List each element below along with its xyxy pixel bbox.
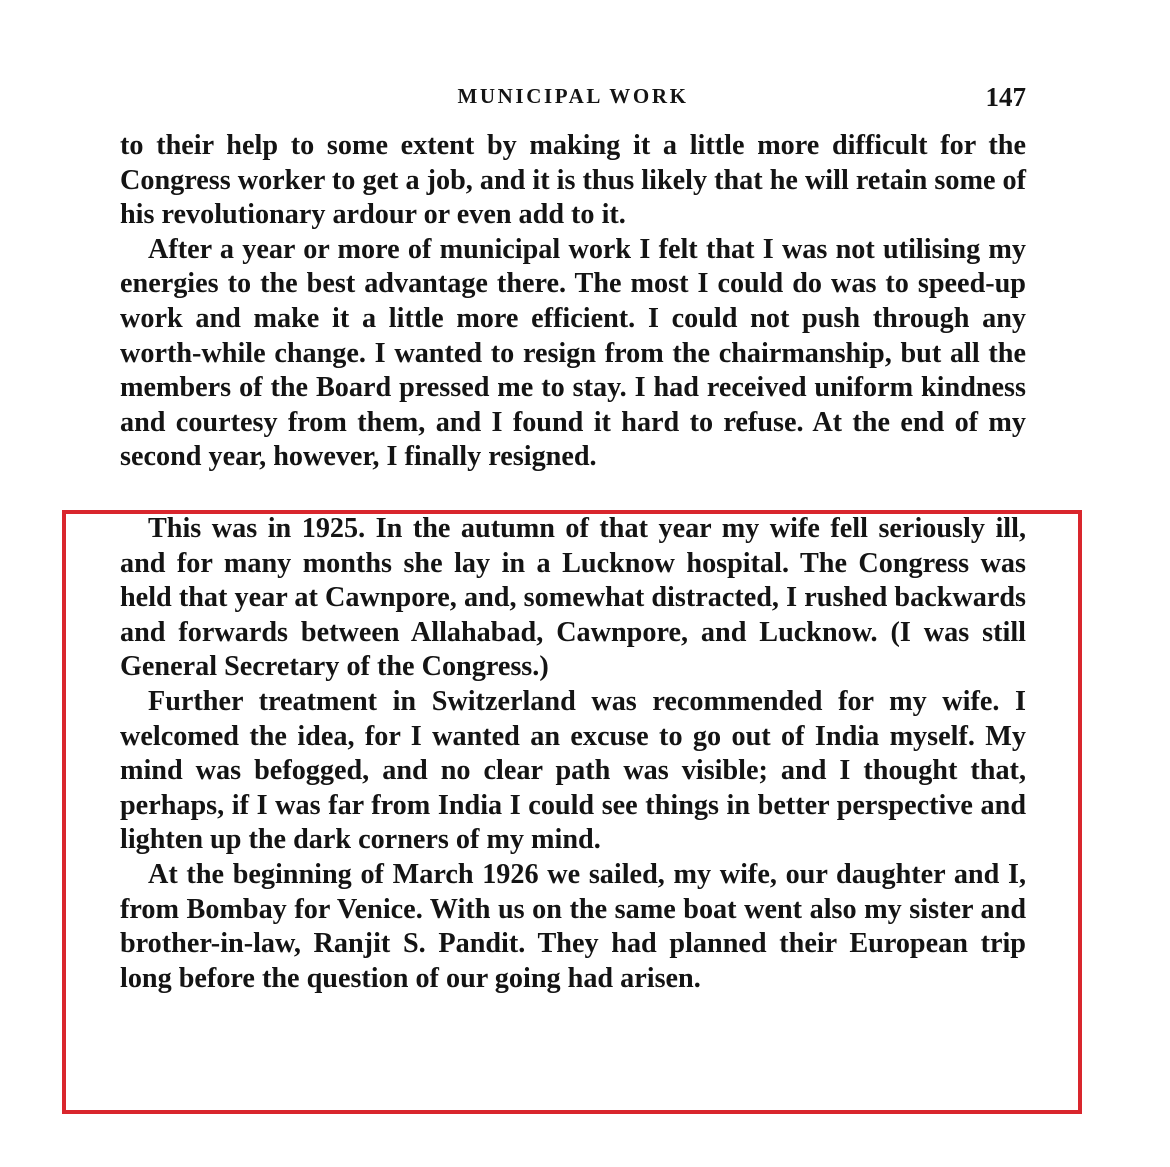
paragraph-continuation: to their help to some extent by making it a little more difficult for the Congress worker to get a job, and it is thus likely that he will retain some of his revolutionary ardour or even add to it.	[120, 130, 1026, 231]
running-title: MUNICIPAL WORK	[457, 84, 689, 108]
paragraph-municipal-work: After a year or more of municipal work I felt that I was not utilising my energies to the best advantage there. The most I could do was to speed-up work and make it a little more efficient. I could not push through any worth-while change. I wanted to resign from the chairmanship, but all the members of the Board pressed me to stay. I had received uniform kindness and courtesy from them, and I found it hard to refuse. At the end of my second year, however, I finally resigned.	[120, 233, 1026, 473]
text-block-top	[120, 129, 1026, 475]
paragraph-1925: This was in 1925. In the autumn of that year my wife fell seriously ill, and for many months she lay in a Lucknow hospital. The Congress was held that year at Cawnpore, and, somewhat distracted, I rushed backwards and forwards between Allahabad, Cawnpore, and Lucknow. (I was still General Secretary of the Congress.)	[120, 513, 1026, 683]
paragraph-switzerland: Further treatment in Switzerland was recommended for my wife. I welcomed the idea, for I wanted an excuse to go out of India myself. My mind was befogged, and no clear path was visible; and I thought that, perhaps, if I was far from India I could see things in better perspective and lighten up the dark corners of my mind.	[120, 685, 1026, 856]
highlight-box	[62, 510, 1082, 1114]
paragraph-march-1926: At the beginning of March 1926 we sailed, my wife, our daughter and I, from Bombay for Venice. With us on the same boat went also my sister and brother-in-law, Ranjit S. Pandit. They had planned their European trip long before the question of our going had arisen.	[120, 858, 1026, 994]
running-header	[120, 82, 1026, 118]
page-number: 147	[985, 82, 1026, 112]
